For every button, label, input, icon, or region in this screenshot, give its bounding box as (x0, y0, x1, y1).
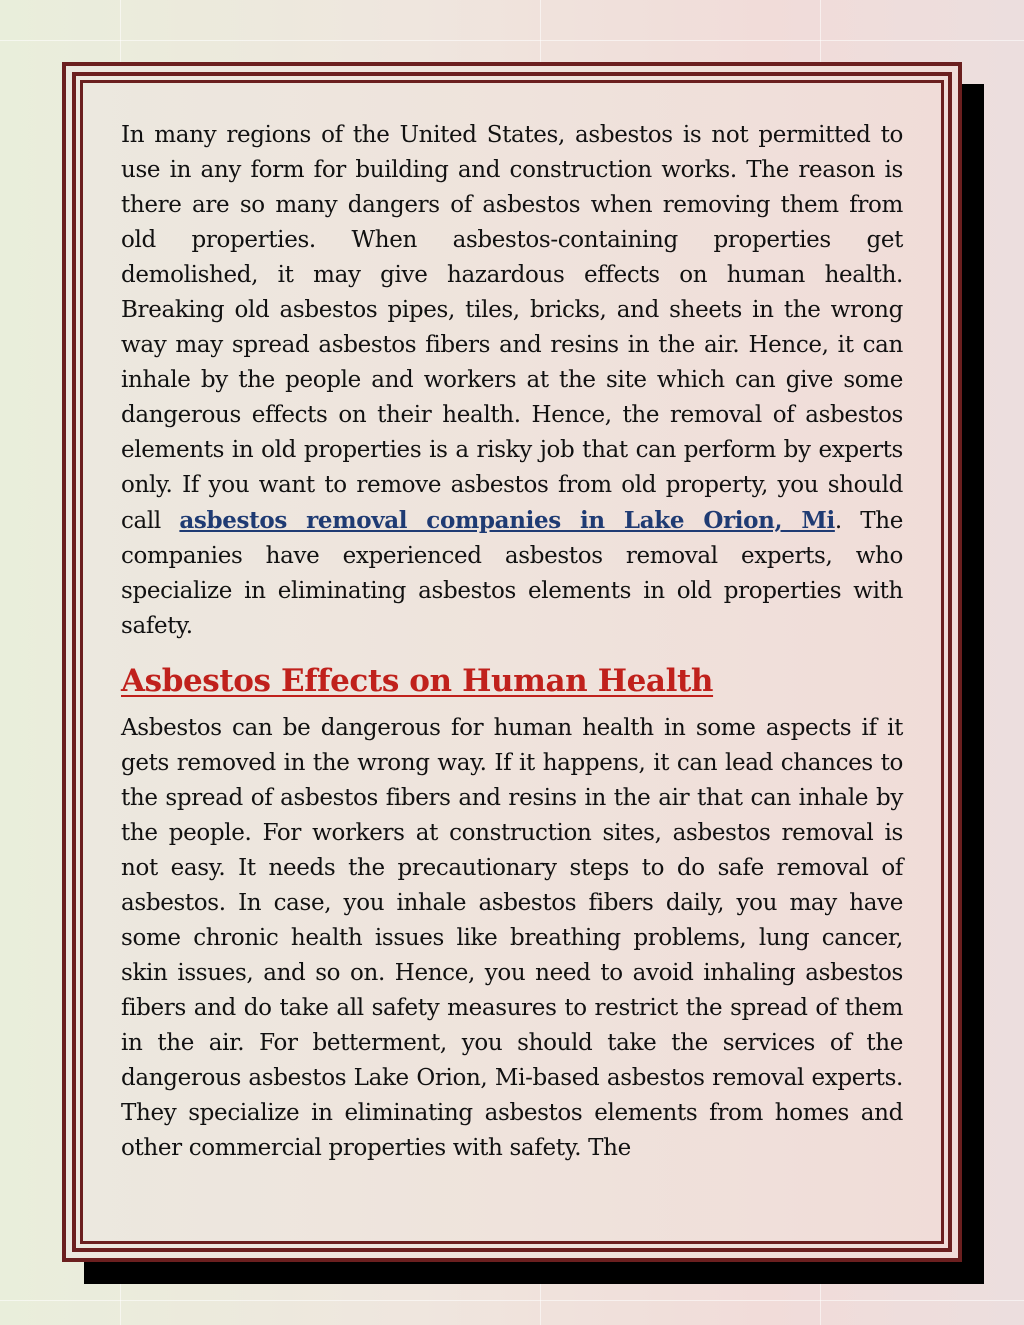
background-grid-line (0, 1300, 1024, 1301)
background-grid-line (0, 40, 1024, 41)
section-heading: Asbestos Effects on Human Health (121, 663, 714, 699)
intro-text-continued: . The companies have experienced asbestos removal experts, who specialize in eliminating asbestos elements in old properties with safety. (121, 508, 903, 639)
intro-paragraph (121, 118, 903, 644)
document-body (121, 118, 903, 1166)
health-effects-paragraph: Asbestos can be dangerous for human health in some aspects if it gets removed in the wrong way. If it happens, it can lead chances to the spread of asbestos fibers and resins in the air that can inhale by the people. For workers at construction sites, asbestos removal is not easy. It needs the precautionary steps to do safe removal of asbestos. In case, you inhale asbestos fibers daily, you may have some chronic health issues like breathing problems, lung cancer, skin issues, and so on. Hence, you need to avoid inhaling asbestos fibers and do take all safety measures to restrict the spread of them in the air. For betterment, you should take the services of the dangerous asbestos Lake Orion, Mi-based asbestos removal experts. They specialize in eliminating asbestos elements from homes and other commercial properties with safety. The (121, 715, 903, 1161)
asbestos-removal-companies-link[interactable]: asbestos removal companies in Lake Orion, Mi (179, 507, 835, 534)
intro-text: In many regions of the United States, asbestos is not permitted to use in any form for building and construction works. The reason is there are so many dangers of asbestos when removing them from old properties. When asbestos-containing properties get demolished, it may give hazardous effects on human health. Breaking old asbestos pipes, tiles, bricks, and sheets in the wrong way may spread asbestos fibers and resins in the air. Hence, it can inhale by the people and workers at the site which can give some dangerous effects on their health. Hence, the removal of asbestos elements in old properties is a risky job that can perform by experts only. If you want to remove asbestos from old property, you should call (121, 122, 903, 534)
